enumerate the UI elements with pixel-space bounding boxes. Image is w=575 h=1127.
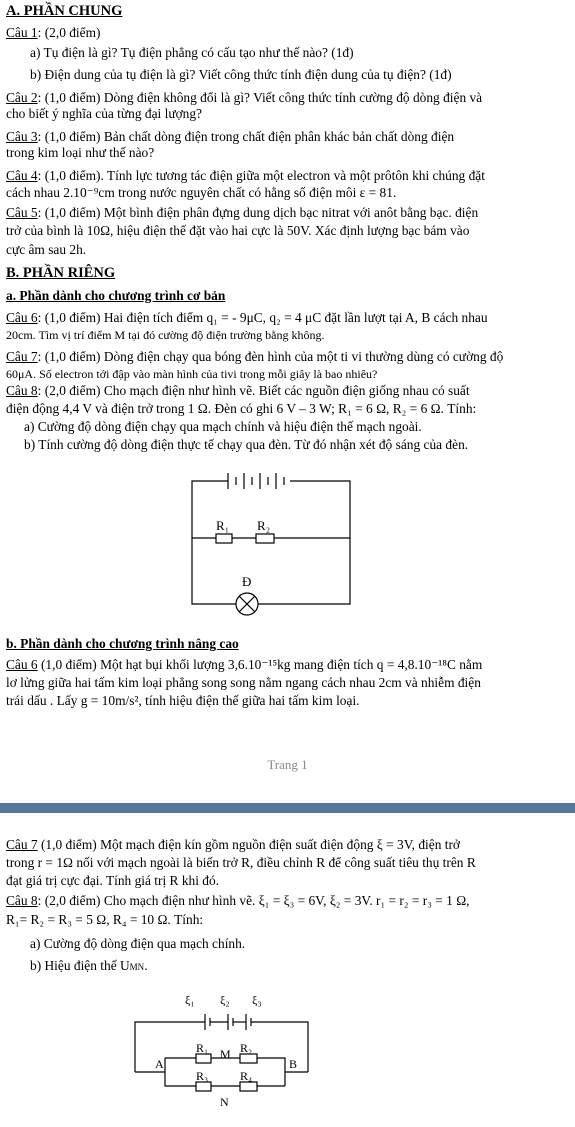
question-8b-a: a) Cường độ dòng điện qua mạch chính. — [30, 936, 246, 951]
question-2-cont: cho biết ý nghĩa của từng đại lượng? — [6, 106, 202, 121]
question-label: Câu 7 — [6, 349, 38, 364]
question-text: (1,0 điểm) Một hạt bụi khối lượng 3,6.10⁻¹⁵kg mang điện tích q = 4,8.10⁻¹⁸C nằm — [37, 657, 483, 672]
question-label: Câu 8 — [6, 893, 38, 908]
question-text: : (1,0 điểm) Một bình điện phân đựng dung dịch bạc nitrat với anôt bằng bạc. điện — [37, 205, 479, 220]
question-6b-cont: lơ lửng giữa hai tấm kim loại phẳng song song nằm ngang cách nhau 2cm và nhiễm điện — [6, 675, 481, 690]
question-text: : (2,0 điểm) Cho mạch điện như hình vẽ. ξ₁ = ξ₃ = 6V, ξ₂ = 3V. r₁ = r₂ = r₃ = 1 Ω, — [37, 893, 470, 908]
lamp-label: Đ — [242, 574, 252, 589]
question-5-cont: trở của bình là 10Ω, hiệu điện thế đặt vào hai cực là 50V. Xác định lượng bạc bám vào — [6, 223, 470, 238]
subscript: MN — [129, 962, 145, 972]
node-b-label: B — [289, 1057, 298, 1071]
node-n-label: N — [220, 1095, 229, 1109]
question-1b: b) Điện dung của tụ điện là gì? Viết công thức tính điện dung của tụ điện? (1đ) — [30, 67, 452, 82]
resistor-r2 — [240, 1054, 257, 1063]
heading-part-a: A. PHẦN CHUNG — [6, 3, 123, 19]
question-label: Câu 1 — [6, 25, 38, 40]
question-8a-a: a) Cường độ dòng điện chạy qua mạch chính và hiệu điện thế mạch ngoài. — [24, 419, 422, 434]
question-6b-cont2: trái dấu . Lấy g = 10m/s², tính hiệu điện thế giữa hai tấm kim loại. — [6, 693, 360, 708]
question-text: : (1,0 điểm) Dòng điện không đổi là gì? Viết công thức tính cường độ dòng điện và — [37, 90, 483, 105]
question-text: : (2,0 điểm) — [37, 25, 101, 40]
question-label: Câu 8 — [6, 383, 38, 398]
node-a-label: A — [155, 1057, 164, 1071]
question-label: Câu 7 — [6, 837, 38, 852]
subheading-basic: a. Phần dành cho chương trình cơ bản — [6, 288, 226, 303]
question-7a-cont: 60μA. Số electron tới đập vào màn hình của tivi trong mỗi giây là bao nhiêu? — [6, 367, 378, 381]
question-3-cont: trong kim loại như thế nào? — [6, 145, 155, 160]
question-text: : (1,0 điểm) Hai điện tích điểm q₁ = - 9μC, q₂ = 4 μC đặt lần lượt tại A, B cách nhau — [37, 310, 488, 325]
question-1a: a) Tụ điện là gì? Tụ điện phẳng có cấu tạo như thế nào? (1đ) — [30, 45, 354, 60]
r1-label: R₁ — [216, 518, 230, 533]
question-8a-b: b) Tính cường độ dòng điện thực tế chạy qua đèn. Từ đó nhận xét độ sáng của đèn. — [24, 437, 469, 452]
question-4-cont: cách nhau 2.10⁻⁹cm trong nước nguyên chất có hằng số điện môi ε = 81. — [6, 185, 397, 200]
r2-label: R₂ — [240, 1041, 253, 1055]
question-label: Câu 2 — [6, 90, 38, 105]
r4-label: R₄ — [240, 1069, 253, 1083]
question-label: Câu 6 — [6, 310, 38, 325]
question-label: Câu 4 — [6, 168, 38, 183]
question-text: : (2,0 điểm) Cho mạch điện như hình vẽ. Biết các nguồn điện giống nhau có suất — [37, 383, 470, 398]
question-text: : (1,0 điểm) Bản chất dòng điện trong chất điện phân khác bản chất dòng điện — [37, 129, 455, 144]
subheading-advanced: b. Phần dành cho chương trình nâng cao — [6, 636, 239, 651]
question-label: Câu 3 — [6, 129, 38, 144]
r2-label: R₂ — [257, 518, 271, 533]
source-e1-label: ξ₁ — [185, 993, 195, 1007]
resistor-r1 — [196, 1054, 211, 1063]
source-e2-label: ξ₂ — [220, 993, 230, 1007]
question-text: : (1,0 điểm). Tính lực tương tác điện giữa một electron và một prôtôn khi chúng đặt — [37, 168, 485, 183]
question-8b-cont: R₁= R₂ = R₃ = 5 Ω, R₄ = 10 Ω. Tính: — [6, 912, 204, 927]
question-8a-cont: điện động 4,4 V và điện trở trong 1 Ω. Đèn có ghi 6 V – 3 W; R₁ = 6 Ω, R₂ = 6 Ω. Tính: — [6, 401, 477, 416]
question-label: Câu 6 — [6, 657, 38, 672]
question-7b-cont2: đạt giá trị cực đại. Tính giá trị R khi đó. — [6, 873, 220, 888]
question-text: (1,0 điểm) Một mạch điện kín gồm nguồn điện suất điện động ξ = 3V, điện trở — [37, 837, 461, 852]
source-e3-label: ξ₃ — [252, 993, 262, 1007]
heading-part-b: B. PHẦN RIÊNG — [6, 265, 116, 281]
question-label: Câu 5 — [6, 205, 38, 220]
question-text: b) Hiệu điện thế U — [30, 958, 130, 973]
page-footer: Trang 1 — [267, 757, 308, 772]
r1-label: R₁ — [196, 1041, 209, 1055]
node-m-label: M — [220, 1047, 231, 1061]
resistor-r4 — [240, 1082, 257, 1091]
question-text: : (1,0 điểm) Dòng điện chạy qua bóng đèn hình của một ti vi thường dùng có cường độ — [37, 349, 504, 364]
r3-label: R₃ — [196, 1069, 209, 1083]
question-5-cont2: cực âm sau 2h. — [6, 242, 87, 257]
question-text-end: . — [144, 958, 148, 973]
question-6a-cont: 20cm. Tìm vị trí điểm M tại đó cường độ điện trường bằng không. — [6, 328, 325, 342]
resistor-r3 — [196, 1082, 211, 1091]
question-7b-cont: trong r = 1Ω nối với mạch ngoài là biến trở R, điều chỉnh R để công suất tiêu thụ trên R — [6, 855, 476, 870]
